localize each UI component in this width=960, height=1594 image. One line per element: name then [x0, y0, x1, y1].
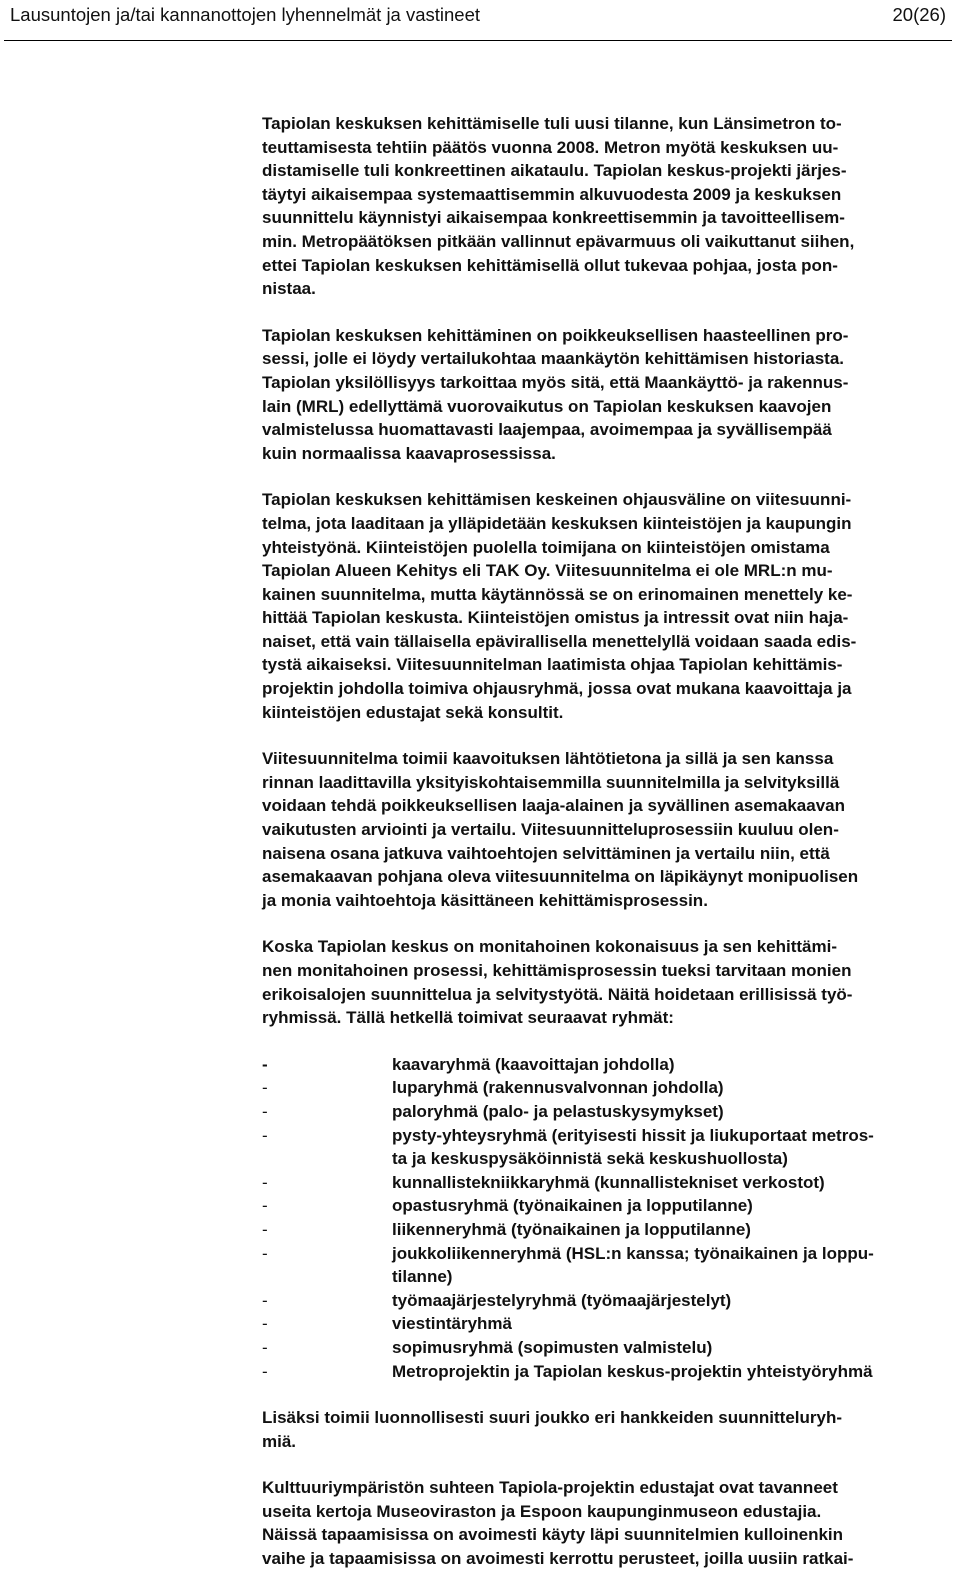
list-bullet: - [262, 1078, 268, 1098]
list-item-text [392, 1053, 675, 1077]
paragraph-line: nen monitahoinen prosessi, kehittämisprosessin tueksi tarvitaan monien [262, 961, 852, 980]
list-item [262, 1053, 952, 1077]
list-item-line: ta ja keskuspysäköinnistä sekä keskushuollosta) [392, 1149, 788, 1169]
paragraph-line: Tapiolan keskuksen kehittämisen keskeinen ohjausväline on viitesuunni- [262, 490, 852, 510]
paragraph-line: asemakaavan pohjana oleva viitesuunnitelma on läpikäynyt monipuolisen [262, 867, 859, 887]
list-bullet: - [262, 1243, 268, 1263]
list-item-line: paloryhmä (palo- ja pelastuskysymykset) [392, 1101, 724, 1121]
list-item-text [392, 1124, 874, 1171]
list-item [262, 1360, 952, 1384]
list-item [262, 1076, 952, 1100]
list-item-text [392, 1289, 731, 1313]
paragraph [262, 488, 952, 724]
paragraph-line: Koska Tapiolan keskus on monitahoinen kokonaisuus ja sen kehittämi- [262, 937, 837, 957]
paragraph-line: miä. [262, 1431, 297, 1451]
list-bullet: - [262, 1314, 268, 1334]
working-groups-list [262, 1053, 952, 1383]
list-item-line: pysty-yhteysryhmä (erityisesti hissit ja liukuportaat metros- [392, 1125, 874, 1145]
paragraph [262, 747, 952, 912]
paragraph-line: Viitesuunnitelma toimii kaavoituksen lähtötietona ja sillä ja sen kanssa [262, 749, 834, 769]
list-bullet: - [262, 1196, 268, 1216]
paragraph-line: kiinteistöjen edustajat sekä konsultit. [262, 702, 564, 722]
list-item [262, 1124, 952, 1171]
paragraph [262, 1406, 952, 1453]
paragraph-line: kainen suunnitelma, mutta käytännössä se on erinomainen menettely ke- [262, 584, 853, 604]
list-item-text [392, 1171, 825, 1195]
list-item-text [392, 1218, 751, 1242]
paragraph-line: erikoisalojen suunnittelua ja selvitystyötä. Näitä hoidetaan erillisissä työ- [262, 984, 853, 1004]
paragraph-line: vaihe ja tapaamisissa on avoimesti kerrottu perusteet, joilla uusiin ratkai- [262, 1549, 854, 1569]
paragraph-line: sessi, jolle ei löydy vertailukohtaa maankäytön kehittämisen historiasta. [262, 349, 845, 369]
list-item [262, 1171, 952, 1195]
paragraph-line: yhteistyönä. Kiinteistöjen puolella toimijana on kiinteistöjen omistama [262, 537, 830, 557]
paragraph-line: naiset, että vain tällaisella epävirallisella menettelyllä voidaan saada edis- [262, 631, 857, 651]
paragraph [262, 1476, 952, 1570]
list-item-text [392, 1194, 753, 1218]
page-number: 20(26) [892, 4, 946, 25]
paragraph-line: hittää Tapiolan keskusta. Kiinteistöjen omistus ja intressit ovat niin haja- [262, 608, 849, 628]
paragraph-line: vaikutusten arviointi ja vertailu. Viitesuunnitteluprosessiin kuuluu olen- [262, 820, 839, 840]
paragraph-line: suunnittelu käynnistyi aikaisempaa konkreettisemmin ja tavoitteellisem- [262, 208, 845, 228]
paragraph [262, 112, 952, 301]
list-item-line: kunnallistekniikkaryhmä (kunnallistekniset verkostot) [392, 1172, 825, 1192]
paragraph-line: ja monia vaihtoehtoja käsittäneen kehittämisprosessin. [262, 890, 708, 910]
list-bullet: - [262, 1337, 268, 1357]
paragraph-line: valmistelussa huomattavasti laajempaa, avoimempaa ja syvällisempää [262, 420, 832, 440]
paragraph-line: tystä aikaiseksi. Viitesuunnitelman laatimista ohjaa Tapiolan kehittämis- [262, 655, 843, 675]
document-body [262, 112, 952, 1594]
list-item-line: opastusryhmä (työnaikainen ja lopputilanne) [392, 1196, 753, 1216]
list-item-line: sopimusryhmä (sopimusten valmistelu) [392, 1337, 713, 1357]
list-bullet: - [262, 1219, 268, 1239]
paragraphs-after-list [262, 1406, 952, 1571]
list-item-text [392, 1312, 512, 1336]
list-item-line: työmaajärjestelyryhmä (työmaajärjestelyt) [392, 1290, 732, 1310]
list-item-text [392, 1076, 724, 1100]
list-item [262, 1242, 952, 1289]
paragraph-line: teuttamisesta tehtiin päätös vuonna 2008. Metron myötä keskuksen uu- [262, 137, 839, 157]
paragraph-line: projektin johdolla toimiva ohjausryhmä, jossa ovat mukana kaavoittaja ja [262, 679, 852, 699]
paragraph-line: Tapiolan keskuksen kehittämiselle tuli uusi tilanne, kun Länsimetron to- [262, 114, 842, 133]
paragraph-line: kuin normaalissa kaavaprosessissa. [262, 443, 556, 463]
paragraph-line: Tapiolan Alueen Kehitys eli TAK Oy. Viitesuunnitelma ei ole MRL:n mu- [262, 561, 833, 581]
list-item-text [392, 1242, 874, 1289]
paragraph-line: nistaa. [262, 279, 316, 299]
list-item-line: joukkoliikenneryhmä (HSL:n kanssa; työnaikainen ja loppu- [392, 1243, 874, 1263]
list-item [262, 1336, 952, 1360]
paragraph-line: min. Metropäätöksen pitkään vallinnut epävarmuus oli vaikuttanut siihen, [262, 231, 855, 251]
list-item [262, 1194, 952, 1218]
list-bullet: - [262, 1125, 268, 1145]
paragraph-line: useita kertoja Museoviraston ja Espoon kaupunginmuseon edustajia. [262, 1501, 822, 1521]
list-item-text [392, 1100, 724, 1124]
paragraph-line: ettei Tapiolan keskuksen kehittämisellä ollut tukevaa pohjaa, josta pon- [262, 255, 838, 275]
list-bullet: - [262, 1172, 268, 1192]
paragraph-line: ryhmissä. Tällä hetkellä toimivat seuraavat ryhmät: [262, 1008, 674, 1028]
list-item-line: tilanne) [392, 1267, 453, 1287]
list-bullet: - [262, 1101, 268, 1121]
list-item [262, 1218, 952, 1242]
list-item-line: Metroprojektin ja Tapiolan keskus-projektin yhteistyöryhmä [392, 1361, 873, 1381]
list-item-line: kaavaryhmä (kaavoittajan johdolla) [392, 1054, 675, 1074]
list-item-line: luparyhmä (rakennusvalvonnan johdolla) [392, 1078, 724, 1098]
list-item-text [392, 1336, 712, 1360]
list-item [262, 1312, 952, 1336]
paragraph-line: lain (MRL) edellyttämä vuorovaikutus on Tapiolan keskuksen kaavojen [262, 396, 832, 416]
paragraph-line: Näissä tapaamisissa on avoimesti käyty läpi suunnitelmien kulloinenkin [262, 1525, 844, 1545]
paragraph-line: naisena osana jatkuva vaihtoehtojen selvittäminen ja vertailu niin, että [262, 843, 830, 863]
list-item-text [392, 1360, 873, 1384]
paragraph-line: Kulttuuriympäristön suhteen Tapiola-projektin edustajat ovat tavanneet [262, 1478, 838, 1498]
paragraph [262, 935, 952, 1029]
paragraph-line: Tapiolan keskuksen kehittäminen on poikkeuksellisen haasteellinen pro- [262, 325, 849, 345]
list-bullet: - [262, 1290, 268, 1310]
paragraph [262, 324, 952, 466]
list-bullet: - [262, 1361, 268, 1381]
paragraphs-before-list [262, 112, 952, 1030]
list-item-line: viestintäryhmä [392, 1314, 512, 1334]
paragraph-line: voidaan tehdä poikkeuksellisen laaja-alainen ja syvällinen asemakaavan [262, 796, 846, 816]
list-item [262, 1100, 952, 1124]
paragraph-line: telma, jota laaditaan ja ylläpidetään keskuksen kiinteistöjen ja kaupungin [262, 513, 852, 533]
paragraph-line: distamiselle tuli konkreettinen aikataulu. Tapiolan keskus-projekti järjes- [262, 161, 847, 181]
list-item-line: liikenneryhmä (työnaikainen ja lopputilanne) [392, 1219, 751, 1239]
paragraph-line: rinnan laadittavilla yksityiskohtaisemmilla suunnitelmilla ja selvityksillä [262, 772, 840, 792]
paragraph-line: Tapiolan yksilöllisyys tarkoittaa myös sitä, että Maankäyttö- ja rakennus- [262, 372, 849, 392]
paragraph-line: Lisäksi toimii luonnollisesti suuri joukko eri hankkeiden suunnitteluryh- [262, 1408, 842, 1428]
list-bullet: - [262, 1054, 268, 1074]
paragraph-line: täytyi aikaisempaa systemaattisemmin alkuvuodesta 2009 ja keskuksen [262, 184, 842, 204]
list-item [262, 1289, 952, 1313]
document-title: Lausuntojen ja/tai kannanottojen lyhennelmät ja vastineet [10, 4, 481, 25]
page-header [4, 0, 952, 41]
